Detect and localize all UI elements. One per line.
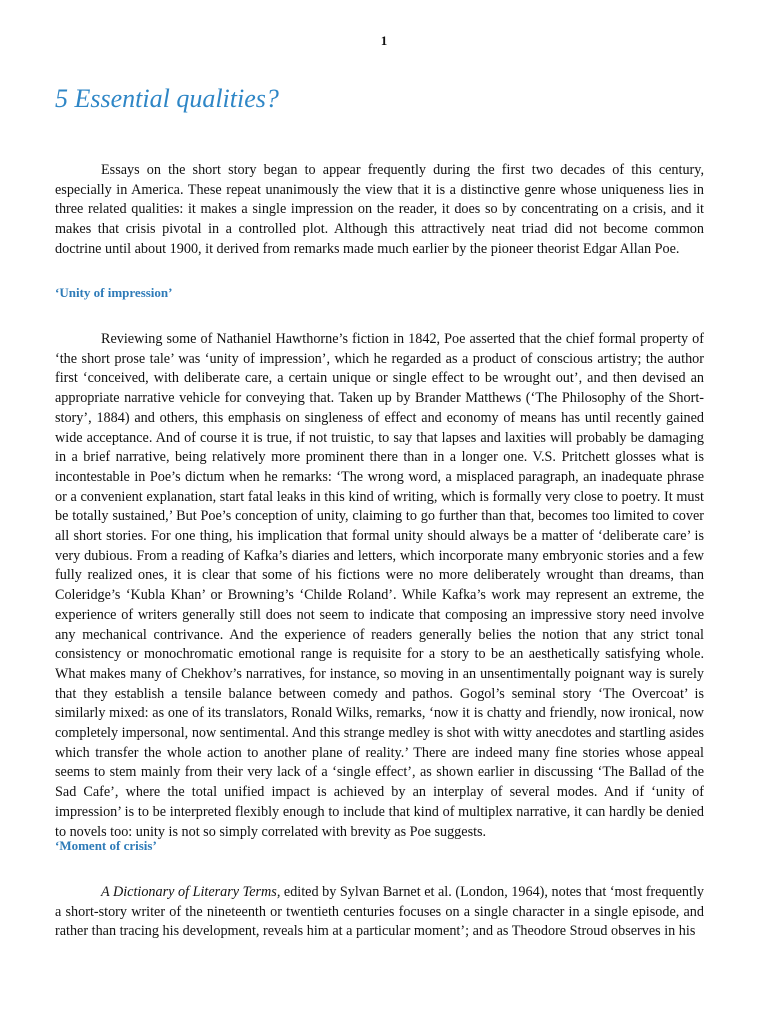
- section-heading-moment-of-crisis: ‘Moment of crisis’: [55, 838, 157, 853]
- page-number: 1: [380, 33, 388, 48]
- moment-of-crisis-text: , edited by Sylvan Barnet et al. (London, 1964), notes that ‘most frequently a short-story writer of the nineteenth or twentieth centuries focuses on a single character in a single episode, and rather than tracing his development, reveals him at a particular moment’; and as Theodore Stroud observes in his: [55, 884, 705, 940]
- dictionary-title: A Dictionary of Literary Terms: [101, 884, 277, 900]
- intro-paragraph: Essays on the short story began to appear frequently during the first two decades of this century, especially in America. These repeat unanimously the view that it is a distinctive genre whose uniqueness lies in three related qualities: it makes a single impression on the reader, it does so by concentrating on a crisis, and it makes that crisis pivotal in a controlled plot. Although this attractively neat triad did not become common doctrine until about 1900, it derived from remarks made much earlier by the pioneer theorist Edgar Allan Poe.: [55, 162, 704, 257]
- moment-of-crisis-paragraph: [55, 883, 704, 942]
- section-heading-unity-of-impression: ‘Unity of impression’: [55, 285, 173, 300]
- chapter-title: 5 Essential qualities?: [55, 84, 279, 113]
- unity-of-impression-paragraph: Reviewing some of Nathaniel Hawthorne’s fiction in 1842, Poe asserted that the chief formal property of ‘the short prose tale’ was ‘unity of impression’, which he regarded as a product of conscious artistry; the author first ‘conceived, with deliberate care, a certain unique or single effect to be wrought out’, and then devised an appropriate narrative vehicle for conveying that. Taken up by Brander Matthews (‘The Philosophy of the Short-story’, 1884) and others, this emphasis on singleness of effect and economy of means has until recently gained wide acceptance. And of course it is true, if not truistic, to say that lapses and laxities will probably be damaging in a brief narrative, being relatively more prominent there than in a longer one. V.S. Pritchett glosses what is incontestable in Poe’s dictum when he remarks: ‘The wrong word, a misplaced paragraph, an inadequate phrase or a convenient explanation, start fatal leaks in this kind of writing, which is formally very close to poetry. It must be totally sustained,’ But Poe’s conception of unity, claiming to go further than that, becomes too limited to cover all short stories. For one thing, his implication that formal unity should always be a matter of ‘deliberate care’ is very dubious. From a reading of Kafka’s diaries and letters, which incorporate many embryonic stories and a few fully realized ones, it is clear that some of his fictions were no more deliberately wrought than dreams, than Coleridge’s ‘Kubla Khan’ or Browning’s ‘Childe Roland’. While Kafka’s work may represent an extreme, the experience of writers generally still does not seem to indicate that composing an impressive story need involve any mechanical contrivance. And the experience of readers generally belies the notion that any strict tonal consistency or monochromatic emotional range is requisite for a story to be an aesthetically satisfying whole. What makes many of Chekhov’s narratives, for instance, so moving in an unsentimentally poignant way is surely that they establish a tensile balance between comedy and pathos. Gogol’s seminal story ‘The Overcoat’ is similarly mixed: as one of its translators, Ronald Wilks, remarks, ‘now it is chatty and friendly, now ironical, now completely impersonal, now sentimental. And this strange medley is shot with witty anecdotes and startling asides which transfer the whole action to another plane of reality.’ There are indeed many fine stories whose appeal seems to stem mainly from their very lack of a ‘single effect’, as shown earlier in discussing ‘The Ballad of the Sad Cafe’, where the total unified impact is achieved by an interplay of several modes. And if ‘unity of impression’ is to be interpreted flexibly enough to include that kind of multiplex narrative, it can hardly be denied to novels too: unity is not so simply correlated with brevity as Poe suggests.: [55, 331, 704, 840]
